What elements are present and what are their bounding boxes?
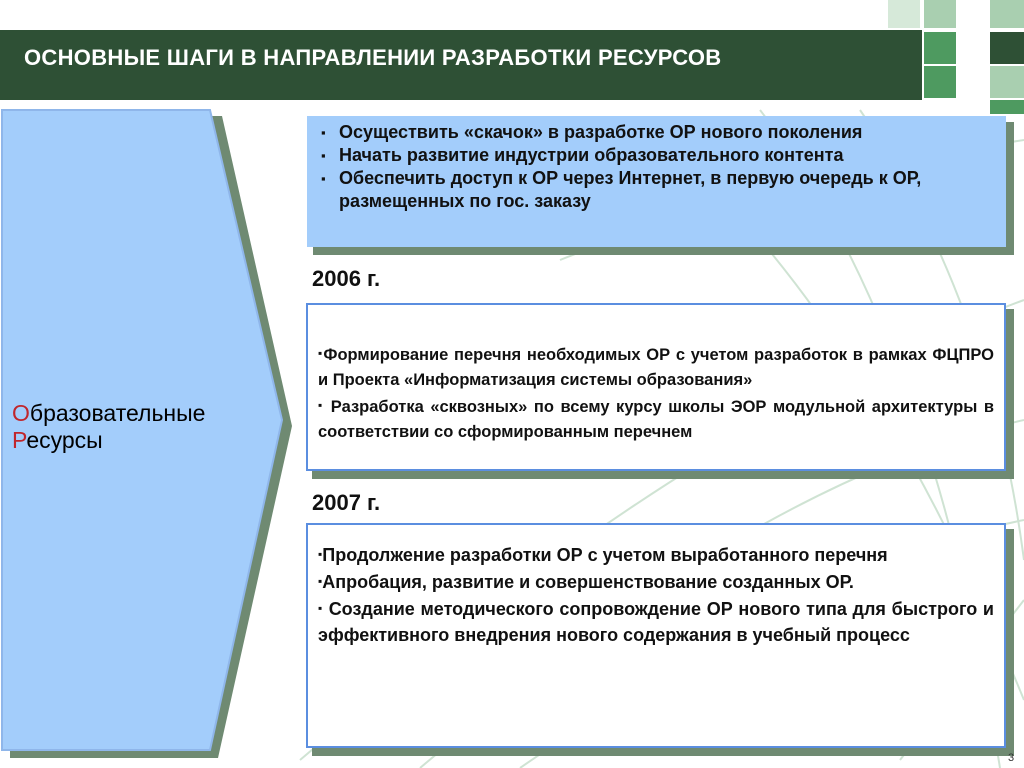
- decor-square: [990, 66, 1024, 98]
- list-item: ▪ Начать развитие индустрии образовательного контента: [321, 145, 844, 165]
- bullet-icon: ▪: [321, 125, 326, 140]
- list-item: ▪ Обеспечить доступ к ОР через Интернет, в первую очередь к ОР, размещенных по гос. заказу: [321, 168, 922, 211]
- chevron-label: [12, 400, 282, 454]
- year-2007-label: 2007 г.: [312, 490, 381, 515]
- list-item: ▪Формирование перечня необходимых ОР с учетом разработок в рамках ФЦПРО и Проекта «Информатизация системы образования»: [318, 346, 994, 389]
- chevron-label-rest-1: бразовательные: [29, 400, 206, 426]
- list-item: ▪Продолжение разработки ОР с учетом выработанного перечня: [318, 545, 888, 565]
- bullet-icon: ▪: [318, 346, 324, 360]
- top-goals-list: [321, 121, 994, 213]
- decor-square: [990, 100, 1024, 114]
- chevron-label-cap-2: Р: [12, 427, 27, 453]
- list-2006: [318, 341, 994, 445]
- box-2006: [306, 303, 1006, 471]
- bullet-icon: ▪: [321, 148, 326, 163]
- page-title: ОСНОВНЫЕ ШАГИ В НАПРАВЛЕНИИ РАЗРАБОТКИ РЕСУРСОВ: [24, 45, 722, 70]
- chevron-label-rest-2: есурсы: [26, 427, 103, 453]
- decor-square: [924, 66, 956, 98]
- list-item: ▪Апробация, развитие и совершенствование созданных ОР.: [318, 572, 854, 592]
- list-item: ▪ Создание методического сопровождение ОР нового типа для быстрого и эффективного внедрения нового содержания в учебный процесс: [318, 599, 994, 645]
- list-item: ▪ Осуществить «скачок» в разработке ОР нового поколения: [321, 122, 863, 142]
- year-2006-label: 2006 г.: [312, 266, 381, 291]
- bullet-icon: ▪: [321, 171, 326, 186]
- box-2007: [306, 523, 1006, 748]
- bullet-icon: ▪: [318, 601, 323, 615]
- decor-square: [924, 0, 956, 28]
- page-number: 3: [1008, 752, 1015, 764]
- list-2007: [318, 541, 994, 648]
- bullet-icon: ▪: [318, 574, 323, 588]
- decor-square: [990, 0, 1024, 28]
- bullet-icon: ▪: [318, 398, 325, 412]
- list-item: ▪ Разработка «сквозных» по всему курсу школы ЭОР модульной архитектуры в соответствии со сформированным перечнем: [318, 398, 994, 441]
- top-goals-box: [307, 116, 1006, 247]
- chevron-label-cap-1: О: [12, 400, 30, 426]
- bullet-icon: ▪: [318, 547, 323, 561]
- decor-square: [924, 32, 956, 64]
- decor-square: [990, 32, 1024, 64]
- decor-square: [888, 0, 920, 28]
